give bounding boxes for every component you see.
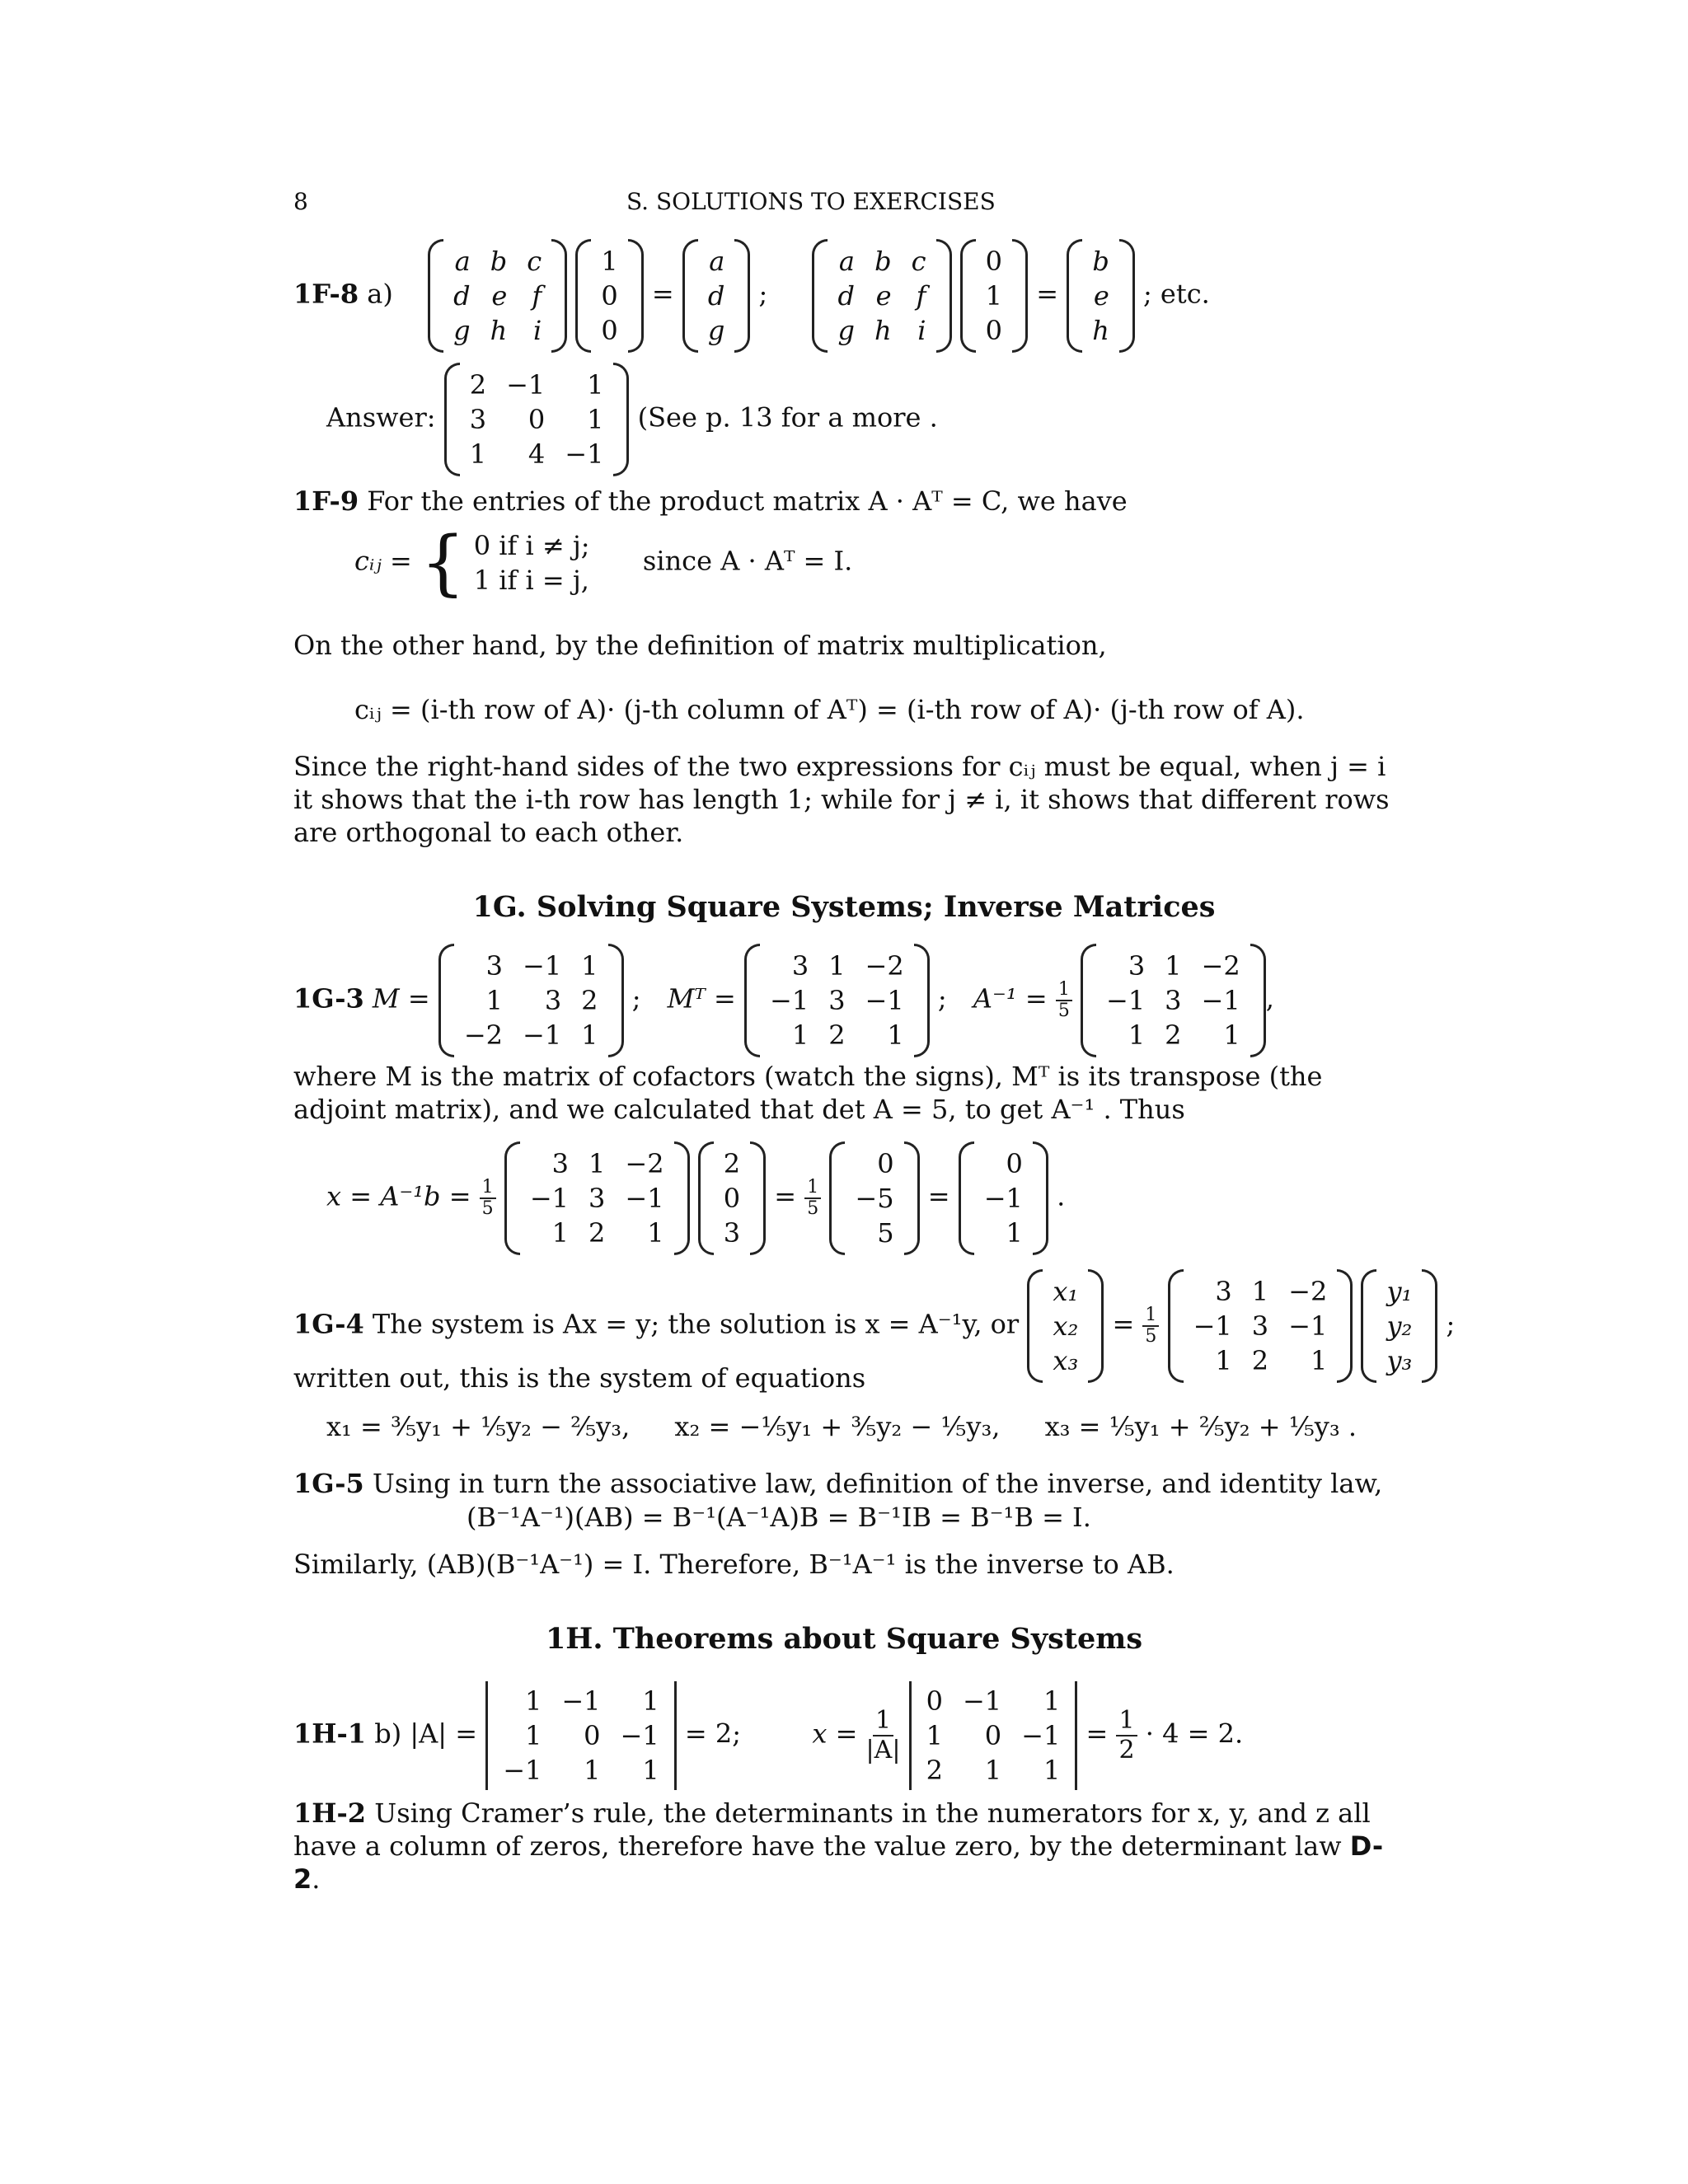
matrix-entry: 1 bbox=[587, 369, 604, 401]
matrix-entry: −1 bbox=[561, 1685, 601, 1717]
eq-x2: x₂ = −¹⁄₅y₁ + ³⁄₅y₂ − ¹⁄₅y₃, bbox=[674, 1411, 1001, 1442]
matrix-entry: 0 bbox=[985, 246, 1003, 277]
exercise-label: 1H-2 bbox=[293, 1797, 367, 1829]
matrix-entry: −1 bbox=[865, 985, 904, 1016]
result-vector bbox=[959, 1141, 1048, 1255]
matrix-entry: 2 bbox=[581, 985, 598, 1016]
matrix-entry: d bbox=[707, 280, 725, 312]
answer-label: Answer: bbox=[326, 401, 436, 434]
matrix-entry: 1 bbox=[551, 1217, 570, 1249]
matrix-entry: e bbox=[875, 280, 892, 312]
matrix-entry: −1 bbox=[523, 1019, 562, 1051]
matrix-entry: 1 bbox=[1215, 1345, 1232, 1376]
left-paren bbox=[698, 1141, 714, 1255]
x-solution-row: x = A⁻¹b = $\frac{1}{5}$ 3 1 −2 −1 3 −1 1 2 1 2 0 3 = $\frac{1}{5}$ 0 −5 5 = 0 −1 1 . bbox=[326, 1141, 1065, 1255]
matrix-entry: 0 bbox=[723, 1183, 741, 1214]
matrix-entry: e bbox=[1093, 280, 1109, 312]
right-paren bbox=[1012, 239, 1028, 353]
fraction: $\frac{1}{5}$ bbox=[804, 1178, 821, 1219]
right-paren bbox=[1033, 1141, 1048, 1255]
left-paren bbox=[829, 1141, 845, 1255]
page-number: 8 bbox=[293, 188, 308, 215]
matrix-entry: 3 bbox=[469, 404, 487, 435]
matrix-entry: b bbox=[490, 246, 508, 277]
matrix-entry: 1 bbox=[588, 1148, 606, 1179]
determinant-x bbox=[909, 1681, 1078, 1790]
matrix-entry: −1 bbox=[1193, 1310, 1232, 1342]
matrix-entry: 2 bbox=[723, 1148, 741, 1179]
section-title-1h: 1H. Theorems about Square Systems bbox=[545, 1622, 1143, 1656]
matrix-entry: 1 bbox=[1310, 1345, 1328, 1376]
left-paren bbox=[744, 944, 760, 1057]
matrix-entry: −1 bbox=[506, 369, 546, 401]
left-paren bbox=[438, 944, 454, 1057]
matrix-entry: x₁ bbox=[1053, 1276, 1079, 1307]
matrix-entry: x₃ bbox=[1053, 1345, 1079, 1376]
matrix-entry: i bbox=[917, 315, 926, 346]
matrix-entry: 3 bbox=[1165, 985, 1182, 1016]
left-paren bbox=[959, 1141, 974, 1255]
matrix-entry: 0 bbox=[601, 315, 618, 346]
determinant-a bbox=[485, 1681, 677, 1790]
matrix-entry: 0 bbox=[584, 1720, 601, 1751]
left-paren bbox=[575, 239, 591, 353]
matrix-entry: 2 bbox=[1251, 1345, 1269, 1376]
matrix-entry: 3 bbox=[1128, 950, 1146, 982]
matrix-entry: 3 bbox=[485, 950, 503, 982]
matrix-entry: 0 bbox=[601, 280, 618, 312]
answer-row bbox=[326, 363, 938, 476]
matrix-entry: d bbox=[837, 280, 855, 312]
left-paren bbox=[812, 239, 828, 353]
matrix-entry: −1 bbox=[620, 1720, 659, 1751]
matrix-entry: 1 bbox=[1043, 1755, 1061, 1786]
matrix-entry: d bbox=[453, 280, 471, 312]
determinant-bar bbox=[1070, 1681, 1077, 1790]
matrix-entry: −1 bbox=[529, 1183, 570, 1214]
matrix-entry: 3 bbox=[588, 1183, 606, 1214]
cij-symbol: cᵢⱼ bbox=[354, 545, 382, 577]
left-paren bbox=[428, 239, 443, 353]
matrix-entry: 3 bbox=[791, 950, 809, 982]
matrix-entry: 5 bbox=[877, 1217, 894, 1249]
determinant-bar bbox=[909, 1681, 917, 1790]
case-2: 1 if i = j, bbox=[473, 565, 589, 596]
matrix-entry: 1 bbox=[587, 404, 604, 435]
fraction: $\frac{1}{5}$ bbox=[1056, 980, 1072, 1021]
matrix bbox=[428, 239, 567, 353]
matrix-entry: e bbox=[491, 280, 508, 312]
matrix-entry: −1 bbox=[503, 1755, 542, 1786]
equations-row bbox=[326, 1411, 1357, 1442]
fraction: $\frac{1}{5}$ bbox=[480, 1178, 496, 1219]
matrix-entry: 1 bbox=[1223, 1019, 1240, 1051]
matrix-entry: 3 bbox=[1251, 1310, 1269, 1342]
matrix-entry: 1 bbox=[647, 1217, 664, 1249]
matrix-entry: g bbox=[707, 315, 725, 346]
matrix-entry: −1 bbox=[1021, 1720, 1061, 1751]
right-paren bbox=[674, 1141, 690, 1255]
cases: { 0 if i ≠ j; 1 if i = j, bbox=[420, 522, 590, 604]
matrix-entry: 0 bbox=[1006, 1148, 1023, 1179]
matrix-entry: x₂ bbox=[1053, 1310, 1079, 1342]
matrix-entry: 2 bbox=[828, 1019, 846, 1051]
matrix-entry: 1 bbox=[791, 1019, 809, 1051]
right-paren bbox=[1422, 1269, 1437, 1383]
exercise-label: 1G-3 bbox=[293, 982, 364, 1015]
cases-row: cᵢⱼ = { 0 if i ≠ j; 1 if i = j, since A · Aᵀ = I. bbox=[354, 522, 853, 604]
g5-text: Using in turn the associative law, definition of the inverse, and identity law, bbox=[372, 1468, 1383, 1499]
exercise-label: 1G-5 bbox=[293, 1468, 364, 1499]
matrix-entry: −2 bbox=[1288, 1276, 1328, 1307]
right-paren bbox=[734, 239, 750, 353]
matrix-entry: 1 bbox=[828, 950, 846, 982]
ainv-label: A⁻¹ = bbox=[973, 982, 1048, 1015]
cij-equation: cᵢⱼ = (i-th row of A)· (j-th column of Aᵀ) = (i-th row of A)· (j-th row of A). bbox=[354, 694, 1305, 725]
right-paren bbox=[1250, 944, 1266, 1057]
cofactor-matrix bbox=[438, 944, 624, 1057]
right-paren bbox=[904, 1141, 920, 1255]
matrix-entry: −1 bbox=[1106, 985, 1146, 1016]
matrix-entry: h bbox=[874, 315, 892, 346]
matrix-entry: b bbox=[1092, 246, 1109, 277]
left-paren bbox=[1067, 239, 1082, 353]
eq-x3: x₃ = ¹⁄₅y₁ + ²⁄₅y₂ + ¹⁄₅y₃ . bbox=[1044, 1411, 1357, 1442]
adjoint-matrix bbox=[744, 944, 930, 1057]
matrix-entry: −2 bbox=[865, 950, 904, 982]
matrix-entry: h bbox=[1092, 315, 1109, 346]
exercise-1g3-row: 1G-3 M = 3 −1 1 1 3 2 −2 −1 1 ; Mᵀ = 3 1 −2 −1 3 −1 1 2 1 ; A⁻¹ = $\frac{1}{5}$ 3 1 −2 −1 3 −1 1 2 1 , bbox=[293, 944, 1274, 1057]
matrix-entry: g bbox=[453, 315, 471, 346]
matrix-entry: −1 bbox=[565, 438, 604, 470]
matrix-entry: 3 bbox=[544, 985, 562, 1016]
matrix-entry: f bbox=[532, 280, 542, 312]
matrix-entry: 1 bbox=[1165, 950, 1182, 982]
matrix-entry: −1 bbox=[1201, 985, 1240, 1016]
matrix-entry: −1 bbox=[625, 1183, 664, 1214]
x-label: x = A⁻¹b = bbox=[326, 1180, 471, 1212]
x-eq: x = bbox=[812, 1718, 858, 1750]
right-paren bbox=[936, 239, 952, 353]
determinant-bar bbox=[485, 1681, 493, 1790]
since-text: since A · Aᵀ = I. bbox=[642, 545, 853, 577]
matrix-entry: 2 bbox=[588, 1217, 606, 1249]
matrix-entry: 2 bbox=[469, 369, 487, 401]
right-paren bbox=[608, 944, 624, 1057]
matrix-entry: 3 bbox=[551, 1148, 570, 1179]
fraction: $\frac{1}{5}$ bbox=[1142, 1305, 1159, 1347]
matrix-entry: −2 bbox=[625, 1148, 664, 1179]
matrix-entry: 1 bbox=[584, 1755, 601, 1786]
line-text: On the other hand, by the definition of matrix multiplication, bbox=[293, 630, 1107, 661]
matrix-entry: −1 bbox=[1288, 1310, 1328, 1342]
matrix bbox=[812, 239, 951, 353]
matrix-entry: c bbox=[911, 246, 926, 277]
fraction: $\frac{1}{2}$ bbox=[1116, 1707, 1137, 1765]
fraction: $\frac{1}{|A|}$ bbox=[865, 1706, 901, 1765]
g5-similarly: Similarly, (AB)(B⁻¹A⁻¹) = I. Therefore, B⁻¹A⁻¹ is the inverse to AB. bbox=[293, 1549, 1175, 1580]
matrix-entry: 0 bbox=[528, 404, 546, 435]
matrix-entry: −1 bbox=[983, 1183, 1023, 1214]
exercise-label: 1G-4 bbox=[293, 1308, 364, 1340]
matrix-entry: 1 bbox=[1251, 1276, 1269, 1307]
right-paren bbox=[628, 239, 644, 353]
left-paren bbox=[960, 239, 976, 353]
matrix-entry: 1 bbox=[469, 438, 487, 470]
matrix-entry: 3 bbox=[723, 1217, 741, 1249]
exercise-label: 1F-9 bbox=[293, 485, 359, 517]
right-paren bbox=[551, 239, 567, 353]
matrix-entry: 0 bbox=[984, 1720, 1002, 1751]
right-paren bbox=[613, 363, 629, 476]
intro-text: For the entries of the product matrix A · Aᵀ = C, we have bbox=[367, 485, 1128, 517]
matrix-entry: 1 bbox=[642, 1755, 659, 1786]
matrix bbox=[960, 239, 1028, 353]
matrix-entry: y₃ bbox=[1386, 1345, 1413, 1376]
vector bbox=[829, 1141, 919, 1255]
matrix-entry: 2 bbox=[926, 1755, 943, 1786]
matrix-entry: y₂ bbox=[1386, 1310, 1413, 1342]
conclusion-text: Since the right-hand sides of the two expressions for cᵢⱼ must be equal, when j = i it shows that the i-th row has length 1; while for j ≠ i, it shows that different rows are orthogonal to each other. bbox=[293, 751, 1390, 848]
exercise-1g4-row: 1G-4 The system is Ax = y; the solution is x = A⁻¹y, or x₁ x₂ x₃ = $\frac{1}{5}$ 3 1 −2 −1 3 −1 1 2 1 y₁ y₂ y₃ ; bbox=[293, 1269, 1455, 1383]
matrix-entry: −5 bbox=[855, 1183, 894, 1214]
case-1: 0 if i ≠ j; bbox=[473, 530, 590, 561]
matrix-entry: −2 bbox=[463, 1019, 503, 1051]
matrix-entry: −1 bbox=[770, 985, 809, 1016]
matrix bbox=[1067, 239, 1135, 353]
mt-label: Mᵀ = bbox=[667, 982, 736, 1015]
matrix-entry: 1 bbox=[1128, 1019, 1146, 1051]
matrix-entry: 1 bbox=[642, 1685, 659, 1717]
matrix-entry: h bbox=[490, 315, 508, 346]
matrix-entry: g bbox=[837, 315, 855, 346]
matrix-entry: 3 bbox=[1215, 1276, 1232, 1307]
matrix-entry: −1 bbox=[962, 1685, 1002, 1717]
left-paren bbox=[1081, 944, 1096, 1057]
left-paren bbox=[682, 239, 698, 353]
exercise-1h2: 1H-2 Using Cramer’s rule, the determinants in the numerators for x, y, and z all have a column of zeros, therefore have the value zero, by the determinant law D-2. bbox=[293, 1797, 1384, 1895]
matrix-entry: 1 bbox=[887, 1019, 904, 1051]
exercise-1f8-row: 1F-8 a) a b c d e f g h i 1 0 0 = a d g ; a b c d e f g h i 0 1 0 = b e h ; etc. bbox=[293, 239, 1210, 353]
matrix-entry: a bbox=[838, 246, 855, 277]
final-value: · 4 = 2. bbox=[1145, 1718, 1244, 1750]
matrix-entry: 1 bbox=[926, 1720, 943, 1751]
g3-text: where M is the matrix of cofactors (watch the signs), Mᵀ is its transpose (the adjoint matrix), and we calculated that det A = 5, to get A⁻¹ . Thus bbox=[293, 1061, 1323, 1125]
matrix-entry: 0 bbox=[985, 315, 1003, 346]
determinant-bar bbox=[669, 1681, 677, 1790]
written-text: written out, this is the system of equations bbox=[293, 1362, 866, 1394]
etc-text: ; etc. bbox=[1142, 278, 1210, 310]
matrix-entry: a bbox=[709, 246, 725, 277]
g5-equation: (B⁻¹A⁻¹)(AB) = B⁻¹(A⁻¹A)B = B⁻¹IB = B⁻¹B = I. bbox=[467, 1502, 1091, 1533]
answer-matrix bbox=[444, 363, 630, 476]
matrix-entry: 3 bbox=[828, 985, 846, 1016]
matrix-entry: 1 bbox=[1043, 1685, 1061, 1717]
matrix-entry: 1 bbox=[581, 1019, 598, 1051]
left-paren bbox=[504, 1141, 520, 1255]
right-paren bbox=[1119, 239, 1135, 353]
right-paren bbox=[750, 1141, 766, 1255]
matrix-entry: −2 bbox=[1201, 950, 1240, 982]
part-label: a) bbox=[367, 278, 393, 310]
matrix-entry: 1 bbox=[485, 985, 503, 1016]
matrix bbox=[575, 239, 643, 353]
matrix-entry: 0 bbox=[877, 1148, 894, 1179]
exercise-label: 1F-8 bbox=[293, 278, 359, 310]
matrix-entry: 1 bbox=[985, 280, 1003, 312]
left-paren bbox=[444, 363, 460, 476]
matrix-entry: 4 bbox=[528, 438, 546, 470]
matrix-entry: y₁ bbox=[1386, 1276, 1413, 1307]
exercise-1g5 bbox=[293, 1467, 1398, 1500]
exercise-1f9-intro bbox=[293, 485, 1398, 518]
eq-x1: x₁ = ³⁄₅y₁ + ¹⁄₅y₂ − ²⁄₅y₃, bbox=[326, 1411, 631, 1442]
matrix-entry: 0 bbox=[926, 1685, 943, 1717]
answer-note: (See p. 13 for a more . bbox=[637, 401, 938, 434]
matrix-entry: 1 bbox=[525, 1685, 542, 1717]
matrix-entry: b bbox=[874, 246, 892, 277]
matrix-entry: 2 bbox=[1165, 1019, 1182, 1051]
matrix-entry: c bbox=[527, 246, 542, 277]
h2-text: Using Cramer’s rule, the determinants in the numerators for x, y, and z all have a column of zeros, therefore have the value zero, by the determinant law bbox=[293, 1797, 1371, 1862]
matrix-entry: 1 bbox=[1006, 1217, 1023, 1249]
inverse-matrix bbox=[1081, 944, 1266, 1057]
section-title-1g: 1G. Solving Square Systems; Inverse Matrices bbox=[472, 890, 1216, 924]
matrix-entry: −1 bbox=[523, 950, 562, 982]
g4-text: The system is Ax = y; the solution is x = A⁻¹y, or bbox=[372, 1308, 1020, 1340]
matrix-entry: i bbox=[532, 315, 542, 346]
exercise-label: 1H-1 bbox=[293, 1718, 367, 1750]
exercise-1h1-row: 1H-1 b) |A| = 1 −1 1 1 0 −1 −1 1 1 = 2; x = $\frac{1}{|A|}$ 0 −1 1 1 0 −1 2 1 1 = $\frac{1}{2}$ · 4 = 2. bbox=[293, 1681, 1243, 1790]
law-label: D-2 bbox=[293, 1830, 1384, 1895]
part-label: b) |A| = bbox=[374, 1718, 478, 1750]
matrix-entry: f bbox=[916, 280, 926, 312]
matrix bbox=[682, 239, 750, 353]
matrix-entry: 1 bbox=[601, 246, 618, 277]
running-title: S. SOLUTIONS TO EXERCISES bbox=[626, 188, 996, 215]
matrix-entry: a bbox=[454, 246, 471, 277]
matrix-entry: 1 bbox=[984, 1755, 1002, 1786]
matrix bbox=[504, 1141, 690, 1255]
matrix-entry: 1 bbox=[525, 1720, 542, 1751]
matrix-entry: 1 bbox=[581, 950, 598, 982]
det-value: = 2; bbox=[684, 1718, 741, 1750]
b-vector bbox=[698, 1141, 766, 1255]
right-paren bbox=[914, 944, 930, 1057]
m-label: M = bbox=[372, 982, 430, 1015]
